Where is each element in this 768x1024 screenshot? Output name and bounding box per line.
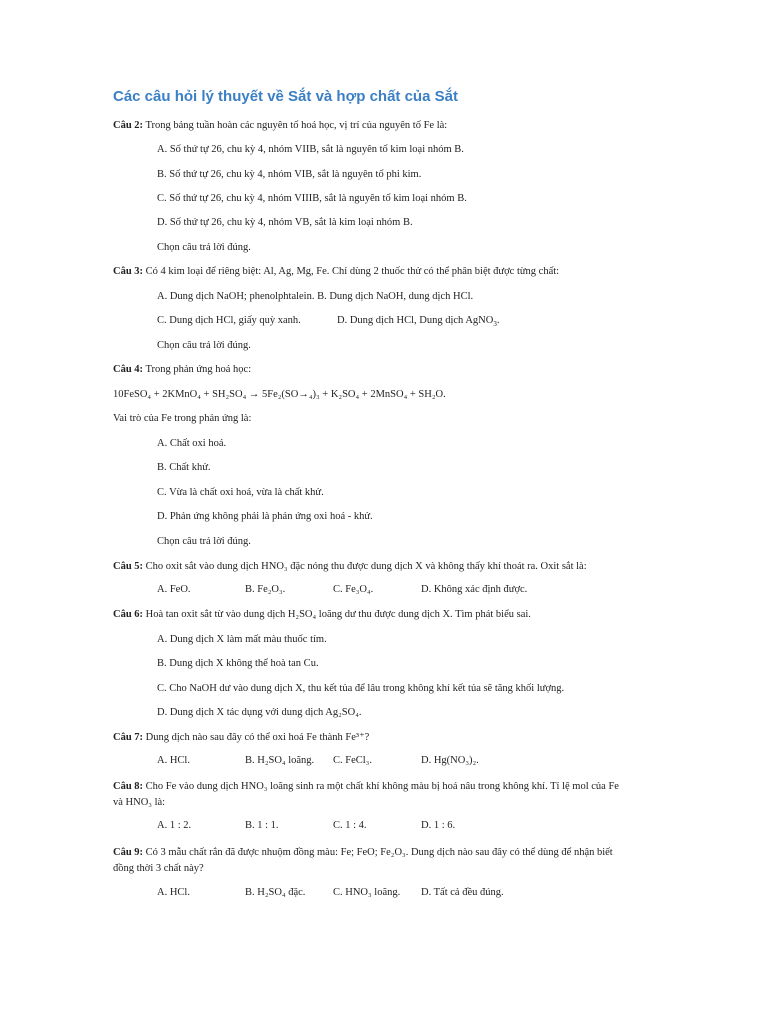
- page-title: Các câu hỏi lý thuyết về Sắt và hợp chất của Sắt: [113, 88, 458, 105]
- option-c: C. Vừa là chất oxi hoá, vừa là chất khử.: [157, 487, 324, 498]
- question-7: [113, 731, 369, 745]
- subscript: 3: [493, 320, 497, 329]
- question-text: Trong bảng tuần hoàn các nguyên tố hoá học, vị trí của nguyên tố Fe là:: [145, 120, 448, 131]
- option-d: D. Dung dịch HCl, Dung dịch AgNO$_3$.: [337, 315, 500, 329]
- question-label: Câu 6:: [113, 609, 144, 620]
- option-c: C. Số thứ tự 26, chu kỳ 4, nhóm VIIIB, sắt là nguyên tố kim loại nhóm B.: [157, 193, 467, 204]
- question-text: Hoà tan oxit sắt từ vào dung dịch H₂SO₄ loãng dư thu được dung dịch X. Tìm phát biểu sai.: [145, 609, 531, 620]
- question-2: [113, 119, 447, 133]
- option-a: A. Chất oxi hoá.: [157, 438, 227, 449]
- option-d: D. Không xác định được.: [421, 584, 528, 595]
- options-row-1: A. Dung dịch NaOH; phenolphtalein. B. Dung dịch NaOH, dung dịch HCl.: [157, 291, 474, 302]
- option-c: C. FeCl₃.: [333, 755, 372, 766]
- option-c: C. Cho NaOH dư vào dung dịch X, thu kết tủa để lâu trong không khí kết tủa sẽ tăng khối lượng.: [157, 683, 565, 694]
- option-a: A. Số thứ tự 26, chu kỳ 4, nhóm VIIB, sắt là nguyên tố kim loại nhóm B.: [157, 144, 464, 155]
- option-b: B. H₂SO₄ loãng.: [245, 755, 315, 766]
- option-b: B. 1 : 1.: [245, 820, 279, 831]
- answer-prompt: Chọn câu trả lời đúng.: [157, 536, 251, 547]
- option-a: A. Dung dịch X làm mất màu thuốc tím.: [157, 634, 327, 645]
- question-5: [113, 560, 587, 574]
- question-6: [113, 608, 531, 622]
- option-d: D. Số thứ tự 26, chu kỳ 4, nhóm VB, sắt là kim loại nhóm B.: [157, 217, 413, 228]
- question-text: Có 3 mẫu chất rắn đã được nhuộm đồng màu: Fe; FeO; Fe₂O₃. Dung dịch nào sau đây có thể dùng để nhận biết: [145, 847, 613, 858]
- option-c: C. HNO₃ loãng.: [333, 887, 401, 898]
- question-label: Câu 2:: [113, 120, 144, 131]
- option-d: D. Hg(NO₃)₂.: [421, 755, 479, 766]
- question-3: [113, 265, 559, 279]
- question-text: Cho Fe vào dung dịch HNO₃ loãng sinh ra một chất khí không màu bị hoá nâu trong không khí. Tỉ lệ mol của Fe: [145, 781, 619, 792]
- question-text-cont: đồng thời 3 chất này?: [113, 863, 204, 874]
- question-label: Câu 3:: [113, 266, 144, 277]
- option-b: B. H₂SO₄ đặc.: [245, 887, 306, 898]
- option-c: C. Fe₃O₄.: [333, 584, 374, 595]
- question-8: [113, 780, 619, 794]
- option-c: C. Dung dịch HCl, giấy quỳ xanh.: [157, 315, 301, 326]
- question-label: Câu 4:: [113, 364, 144, 375]
- option-d: D. Dung dịch X tác dụng với dung dịch Ag₂SO₄.: [157, 707, 362, 718]
- question-label: Câu 9:: [113, 847, 144, 858]
- answer-prompt: Chọn câu trả lời đúng.: [157, 242, 251, 253]
- option-a: A. HCl.: [157, 887, 190, 898]
- option-b: B. Dung dịch X không thể hoà tan Cu.: [157, 658, 319, 669]
- option-d: D. Tất cả đều đúng.: [421, 887, 504, 898]
- question-label: Câu 7:: [113, 732, 144, 743]
- question-text: Cho oxit sắt vào dung dịch HNO₃ đặc nóng thu được dung dịch X và không thấy khí thoát ra. Oxit sắt là:: [145, 561, 587, 572]
- question-4: [113, 363, 251, 377]
- option-b: B. Số thứ tự 26, chu kỳ 4, nhóm VIB, sắt là nguyên tố phi kim.: [157, 169, 422, 180]
- question-text: Có 4 kim loại để riêng biệt: Al, Ag, Mg, Fe. Chỉ dùng 2 thuốc thử có thể phân biệt được từng chất:: [145, 266, 560, 277]
- question-9: [113, 846, 613, 860]
- option-d: D. Phản ứng không phải là phản ứng oxi hoá - khử.: [157, 511, 373, 522]
- option-a: A. 1 : 2.: [157, 820, 192, 831]
- option-b: B. Chất khử.: [157, 462, 211, 473]
- option-a: A. FeO.: [157, 584, 191, 595]
- question-text: Dung dịch nào sau đây có thể oxi hoá Fe thành Fe³⁺?: [145, 732, 370, 743]
- reaction-equation: 10FeSO₄ + 2KMnO₄ + SH₂SO₄ → 5Fe₂(SO→₄)₃ + K₂SO₄ + 2MnSO₄ + SH₂O.: [113, 389, 446, 400]
- option-c: C. 1 : 4.: [333, 820, 367, 831]
- option-d: D. 1 : 6.: [421, 820, 456, 831]
- option-a: A. HCl.: [157, 755, 190, 766]
- option-b: B. Fe₂O₃.: [245, 584, 286, 595]
- question-subtext: Vai trò của Fe trong phản ứng là:: [113, 413, 252, 424]
- question-label: Câu 5:: [113, 561, 144, 572]
- question-text: Trong phản ứng hoá học:: [145, 364, 252, 375]
- question-text-cont: và HNO₃ là:: [113, 797, 166, 808]
- option-d-text: D. Dung dịch HCl, Dung dịch AgNO: [337, 315, 494, 326]
- question-label: Câu 8:: [113, 781, 144, 792]
- answer-prompt: Chọn câu trả lời đúng.: [157, 340, 251, 351]
